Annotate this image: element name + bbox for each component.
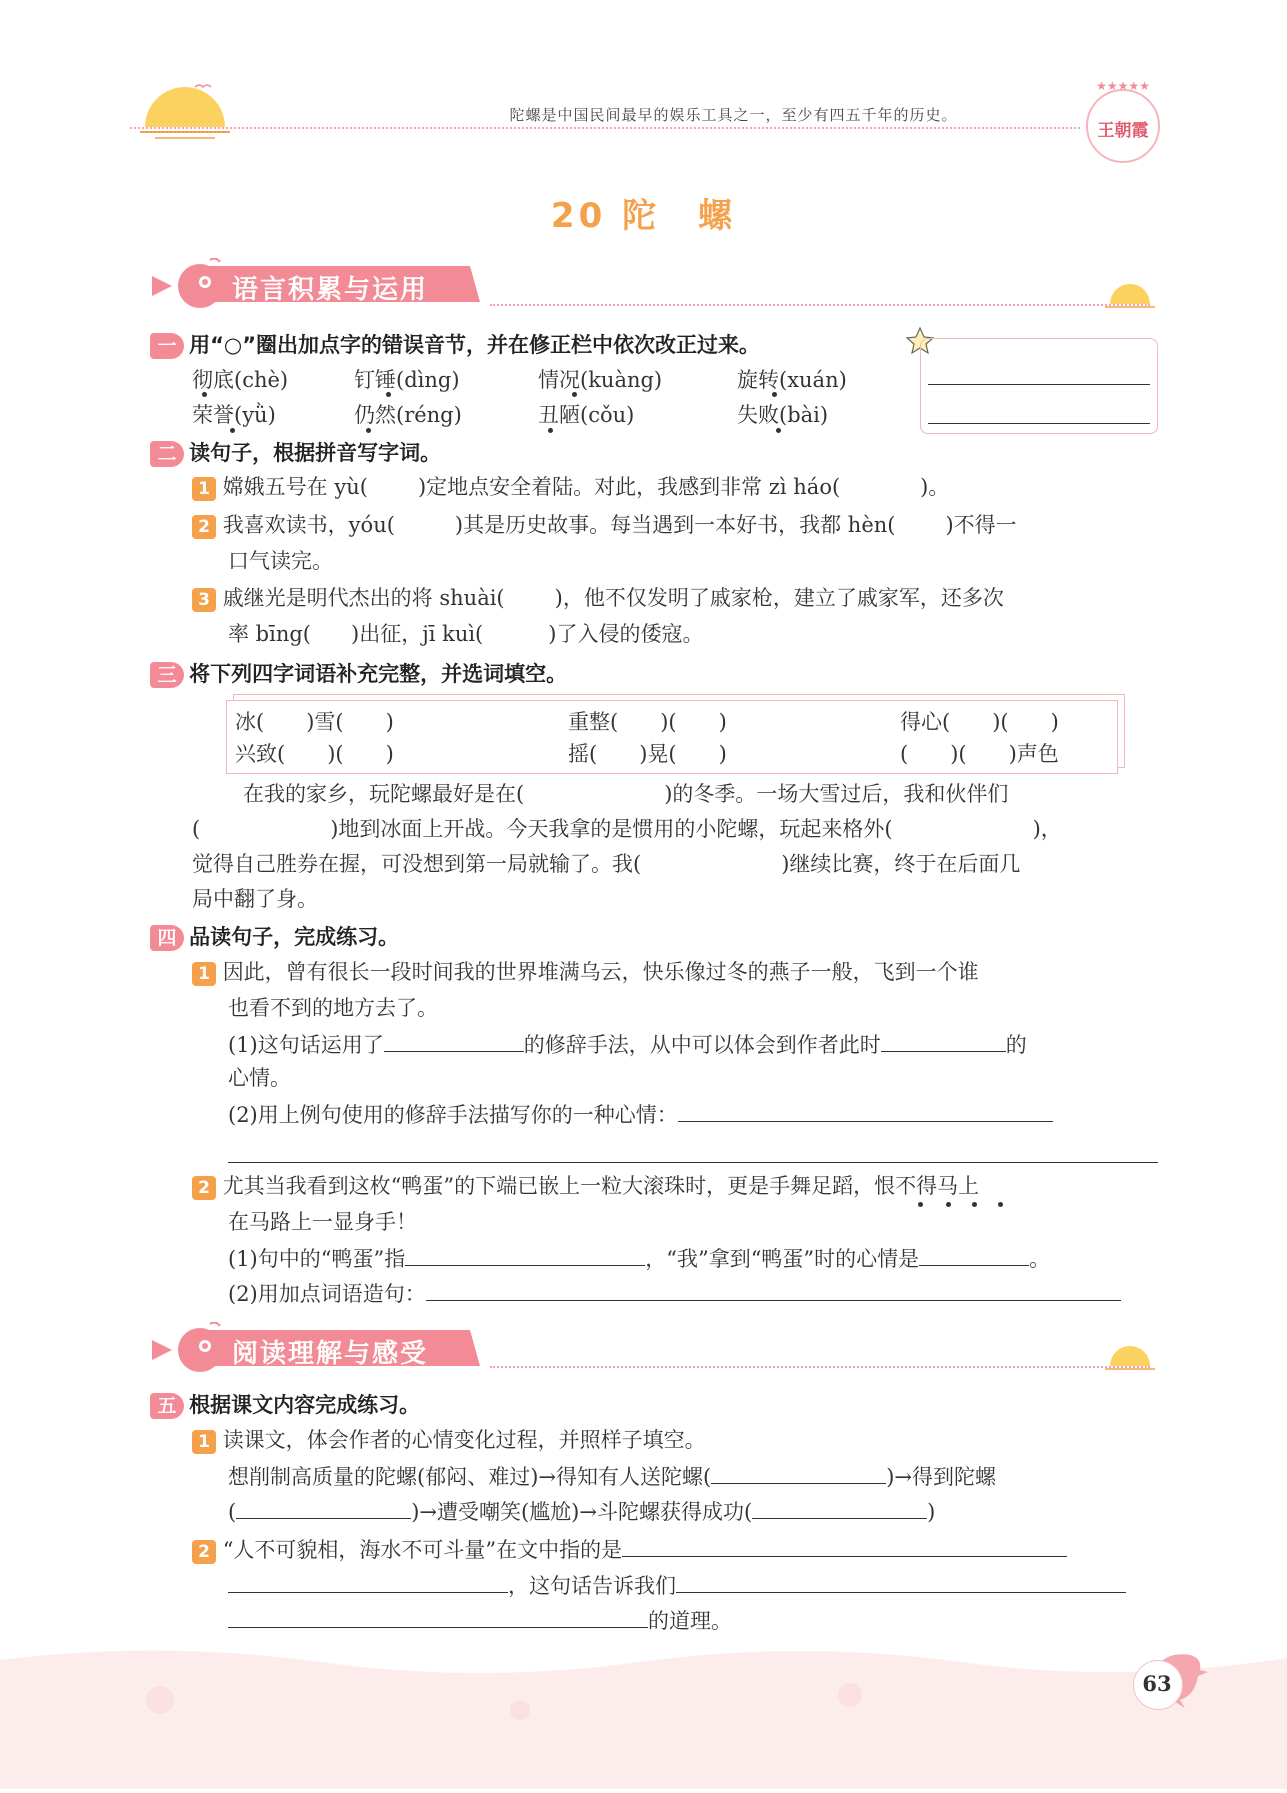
section-banner-language — [150, 258, 490, 308]
emphasis-dot — [776, 428, 781, 433]
header-dotted-line — [130, 127, 1080, 129]
q1-prompt: 用“○”圈出加点字的错误音节，并在修正栏中依次改正过来。 — [189, 333, 761, 357]
text: 嫦娥五号在 yù( — [222, 475, 368, 499]
text: )继续比赛，终于在后面几 — [781, 852, 1021, 876]
q5-item-1-line-2 — [228, 1457, 996, 1495]
emphasis-dot — [202, 392, 207, 397]
q1-word-7: 丑陋(cǒu) — [538, 403, 635, 427]
q5-item-2-line-3 — [228, 1601, 732, 1639]
correction-line-1[interactable] — [928, 384, 1150, 385]
correction-line-2[interactable] — [928, 423, 1150, 424]
q2-item-2 — [192, 507, 1017, 543]
emphasis-dot — [366, 428, 371, 433]
section-title: 阅读理解与感受 — [232, 1339, 429, 1369]
text: ，“我”拿到“鸭蛋”时的心情是 — [645, 1247, 920, 1271]
footer-background — [0, 1640, 1287, 1789]
q1-word-4: 旋转(xuán) — [737, 368, 847, 392]
text: 率 bīng( — [228, 622, 311, 646]
text: )。 — [920, 475, 950, 499]
word-bank-item: 得心( )( ) — [900, 710, 1059, 734]
q5-item-2-line-1 — [192, 1530, 1067, 1568]
correction-box — [920, 338, 1158, 434]
section-dotted-line — [490, 304, 1150, 306]
q4-item-1-question-1 — [228, 1025, 1027, 1063]
section-title: 语言积累与运用 — [232, 275, 429, 305]
text: (1)这句话运用了 — [228, 1033, 384, 1057]
emphasis-dot — [548, 428, 553, 433]
q4-item-1-line-4: 心情。 — [228, 1066, 291, 1090]
item-number: 3 — [192, 588, 216, 612]
svg-text:★★★★★: ★★★★★ — [1096, 79, 1150, 93]
answer-line[interactable] — [228, 1566, 508, 1593]
text: )定地点安全着陆。对此，我感到非常 zì háo( — [417, 475, 841, 499]
small-sun-icon — [1105, 1342, 1155, 1372]
q5-header — [150, 1389, 420, 1419]
lesson-title: 20 陀 螺 — [550, 196, 737, 236]
q3-paragraph-line-1 — [243, 776, 1008, 812]
text: )地到冰面上开战。今天我拿的是惯用的小陀螺，玩起来格外( — [330, 817, 893, 841]
item-number: 2 — [192, 515, 216, 539]
q1-word-6: 仍然(réng) — [354, 403, 462, 427]
text: )出征，jī kuì( — [351, 622, 484, 646]
q1-number: 一 — [150, 333, 184, 359]
q4-item-2-question-2 — [228, 1274, 1121, 1312]
text: )→遭受嘲笑(尴尬)→斗陀螺获得成功( — [411, 1500, 753, 1524]
answer-line[interactable] — [426, 1274, 1121, 1301]
text: (1)句中的“鸭蛋”指 — [228, 1247, 406, 1271]
text: (2)用加点词语造句： — [228, 1282, 426, 1306]
q3-paragraph-line-4: 局中翻了身。 — [192, 887, 318, 911]
q1-word-5: 荣誉(yǜ) — [192, 403, 276, 427]
q4-prompt: 品读句子，完成练习。 — [189, 925, 400, 949]
text: 的道理。 — [648, 1609, 732, 1633]
q5-item-1-line-1 — [192, 1422, 706, 1458]
header-tagline: 陀螺是中国民间最早的娱乐工具之一，至少有四五千年的历史。 — [509, 106, 958, 124]
q1-word-2: 钉锤(dìng) — [354, 368, 460, 392]
emphasis-dot — [386, 392, 391, 397]
word-bank-item: 重整( )( ) — [568, 710, 727, 734]
q4-item-1-line-1 — [192, 954, 979, 990]
q3-paragraph-line-2 — [192, 811, 1062, 847]
q2-item-2-line-2: 口气读完。 — [228, 549, 333, 573]
text: 尤其当我看到这枚“鸭蛋”的下端已嵌上一粒大滚珠时，更是手舞足蹈，恨不得马上 — [222, 1174, 980, 1198]
q5-number: 五 — [150, 1393, 184, 1419]
q3-prompt: 将下列四字词语补充完整，并选词填空。 — [189, 662, 568, 686]
text: )， — [1032, 817, 1062, 841]
text: 在我的家乡，玩陀螺最好是在( — [243, 782, 525, 806]
text: 觉得自己胜券在握，可没想到第一局就输了。我( — [192, 852, 642, 876]
q5-prompt: 根据课文内容完成练习。 — [189, 1393, 421, 1417]
emphasis-dot — [230, 428, 235, 433]
q1-word-3: 情况(kuàng) — [538, 368, 663, 392]
text: ( — [228, 1500, 237, 1524]
q2-number: 二 — [150, 441, 184, 467]
emphasis-dot — [572, 392, 577, 397]
text: ，这句话告诉我们 — [508, 1574, 676, 1598]
q4-item-2-line-1 — [192, 1168, 979, 1204]
text: “人不可貌相，海水不可斗量”在文中指的是 — [222, 1538, 623, 1562]
q4-number: 四 — [150, 925, 184, 951]
q4-item-1-question-2 — [228, 1095, 1053, 1133]
word-bank-item: ( )( )声色 — [900, 742, 1059, 766]
item-number: 2 — [192, 1176, 216, 1200]
answer-line[interactable] — [919, 1239, 1029, 1266]
q2-prompt: 读句子，根据拼音写字词。 — [189, 441, 442, 465]
answer-line[interactable] — [405, 1239, 645, 1266]
text: )的冬季。一场大雪过后，我和伙伴们 — [664, 782, 1009, 806]
answer-line[interactable] — [384, 1025, 524, 1052]
emphasis-dot — [772, 392, 777, 397]
q3-header — [150, 658, 567, 688]
text: 因此，曾有很长一段时间我的世界堆满乌云，快乐像过冬的燕子一般，飞到一个谁 — [222, 960, 979, 984]
text: (2)用上例句使用的修辞手法描写你的一种心情： — [228, 1103, 678, 1127]
text: ) — [927, 1500, 936, 1524]
word-bank-item: 冰( )雪( ) — [235, 710, 394, 734]
item-number: 2 — [192, 1540, 216, 1564]
publisher-logo — [1080, 78, 1166, 164]
answer-line[interactable] — [711, 1457, 886, 1484]
logo-text: 王朝霞 — [1097, 121, 1149, 141]
text: 我喜欢读书，yóu( — [222, 513, 395, 537]
q3-paragraph-line-3 — [192, 846, 1020, 882]
text: )其是历史故事。每当遇到一本好书，我都 hèn( — [454, 513, 896, 537]
answer-line[interactable] — [752, 1492, 927, 1519]
text: )了入侵的倭寇。 — [548, 622, 704, 646]
q4-header — [150, 921, 399, 951]
q1-word-1: 彻底(chè) — [192, 368, 289, 392]
q4-item-2-line-2: 在马路上一显身手！ — [228, 1210, 417, 1234]
word-bank-item: 摇( )晃( ) — [568, 742, 727, 766]
text: 戚继光是明代杰出的将 shuài( — [222, 586, 505, 610]
q2-item-3-line-2 — [228, 616, 703, 652]
emphasis-dot — [918, 1202, 923, 1207]
emphasis-dot — [998, 1202, 1003, 1207]
text: )不得一 — [945, 513, 1017, 537]
answer-line[interactable] — [622, 1530, 1067, 1557]
text: 读课文，体会作者的心情变化过程，并照样子填空。 — [222, 1428, 706, 1452]
section-banner-reading — [150, 1322, 490, 1372]
q2-header — [150, 437, 441, 467]
emphasis-dot — [946, 1202, 951, 1207]
answer-line[interactable] — [678, 1095, 1053, 1122]
word-bank-item: 兴致( )( ) — [235, 742, 394, 766]
text: 的 — [1005, 1033, 1027, 1057]
item-number: 1 — [192, 962, 216, 986]
page-number: 63 — [1142, 1671, 1172, 1696]
q1-header — [150, 329, 760, 359]
q3-number: 三 — [150, 662, 184, 688]
q2-item-3 — [192, 580, 1004, 616]
q4-item-1-line-2: 也看不到的地方去了。 — [228, 996, 438, 1020]
item-number: 1 — [192, 1430, 216, 1454]
q2-item-1 — [192, 469, 949, 505]
answer-line[interactable] — [676, 1566, 1126, 1593]
answer-line[interactable] — [228, 1162, 1158, 1163]
text: )，他不仅发明了戚家枪，建立了戚家军，还多次 — [554, 586, 1004, 610]
section-dotted-line — [490, 1366, 1150, 1368]
q5-item-2-line-2 — [228, 1566, 1126, 1604]
text: ( — [192, 817, 201, 841]
q4-item-2-question-1 — [228, 1239, 1050, 1277]
small-sun-icon — [1105, 280, 1155, 310]
answer-line[interactable] — [881, 1025, 1006, 1052]
emphasis-dot — [972, 1202, 977, 1207]
text: 。 — [1029, 1247, 1051, 1271]
text: 想削制高质量的陀螺(郁闷、难过)→得知有人送陀螺( — [228, 1465, 712, 1489]
q1-word-8: 失败(bài) — [737, 403, 829, 427]
text: )→得到陀螺 — [886, 1465, 996, 1489]
answer-line[interactable] — [228, 1601, 648, 1628]
item-number: 1 — [192, 477, 216, 501]
q5-item-1-line-3 — [228, 1492, 935, 1530]
text: 的修辞手法，从中可以体会到作者此时 — [523, 1033, 881, 1057]
answer-line[interactable] — [236, 1492, 411, 1519]
